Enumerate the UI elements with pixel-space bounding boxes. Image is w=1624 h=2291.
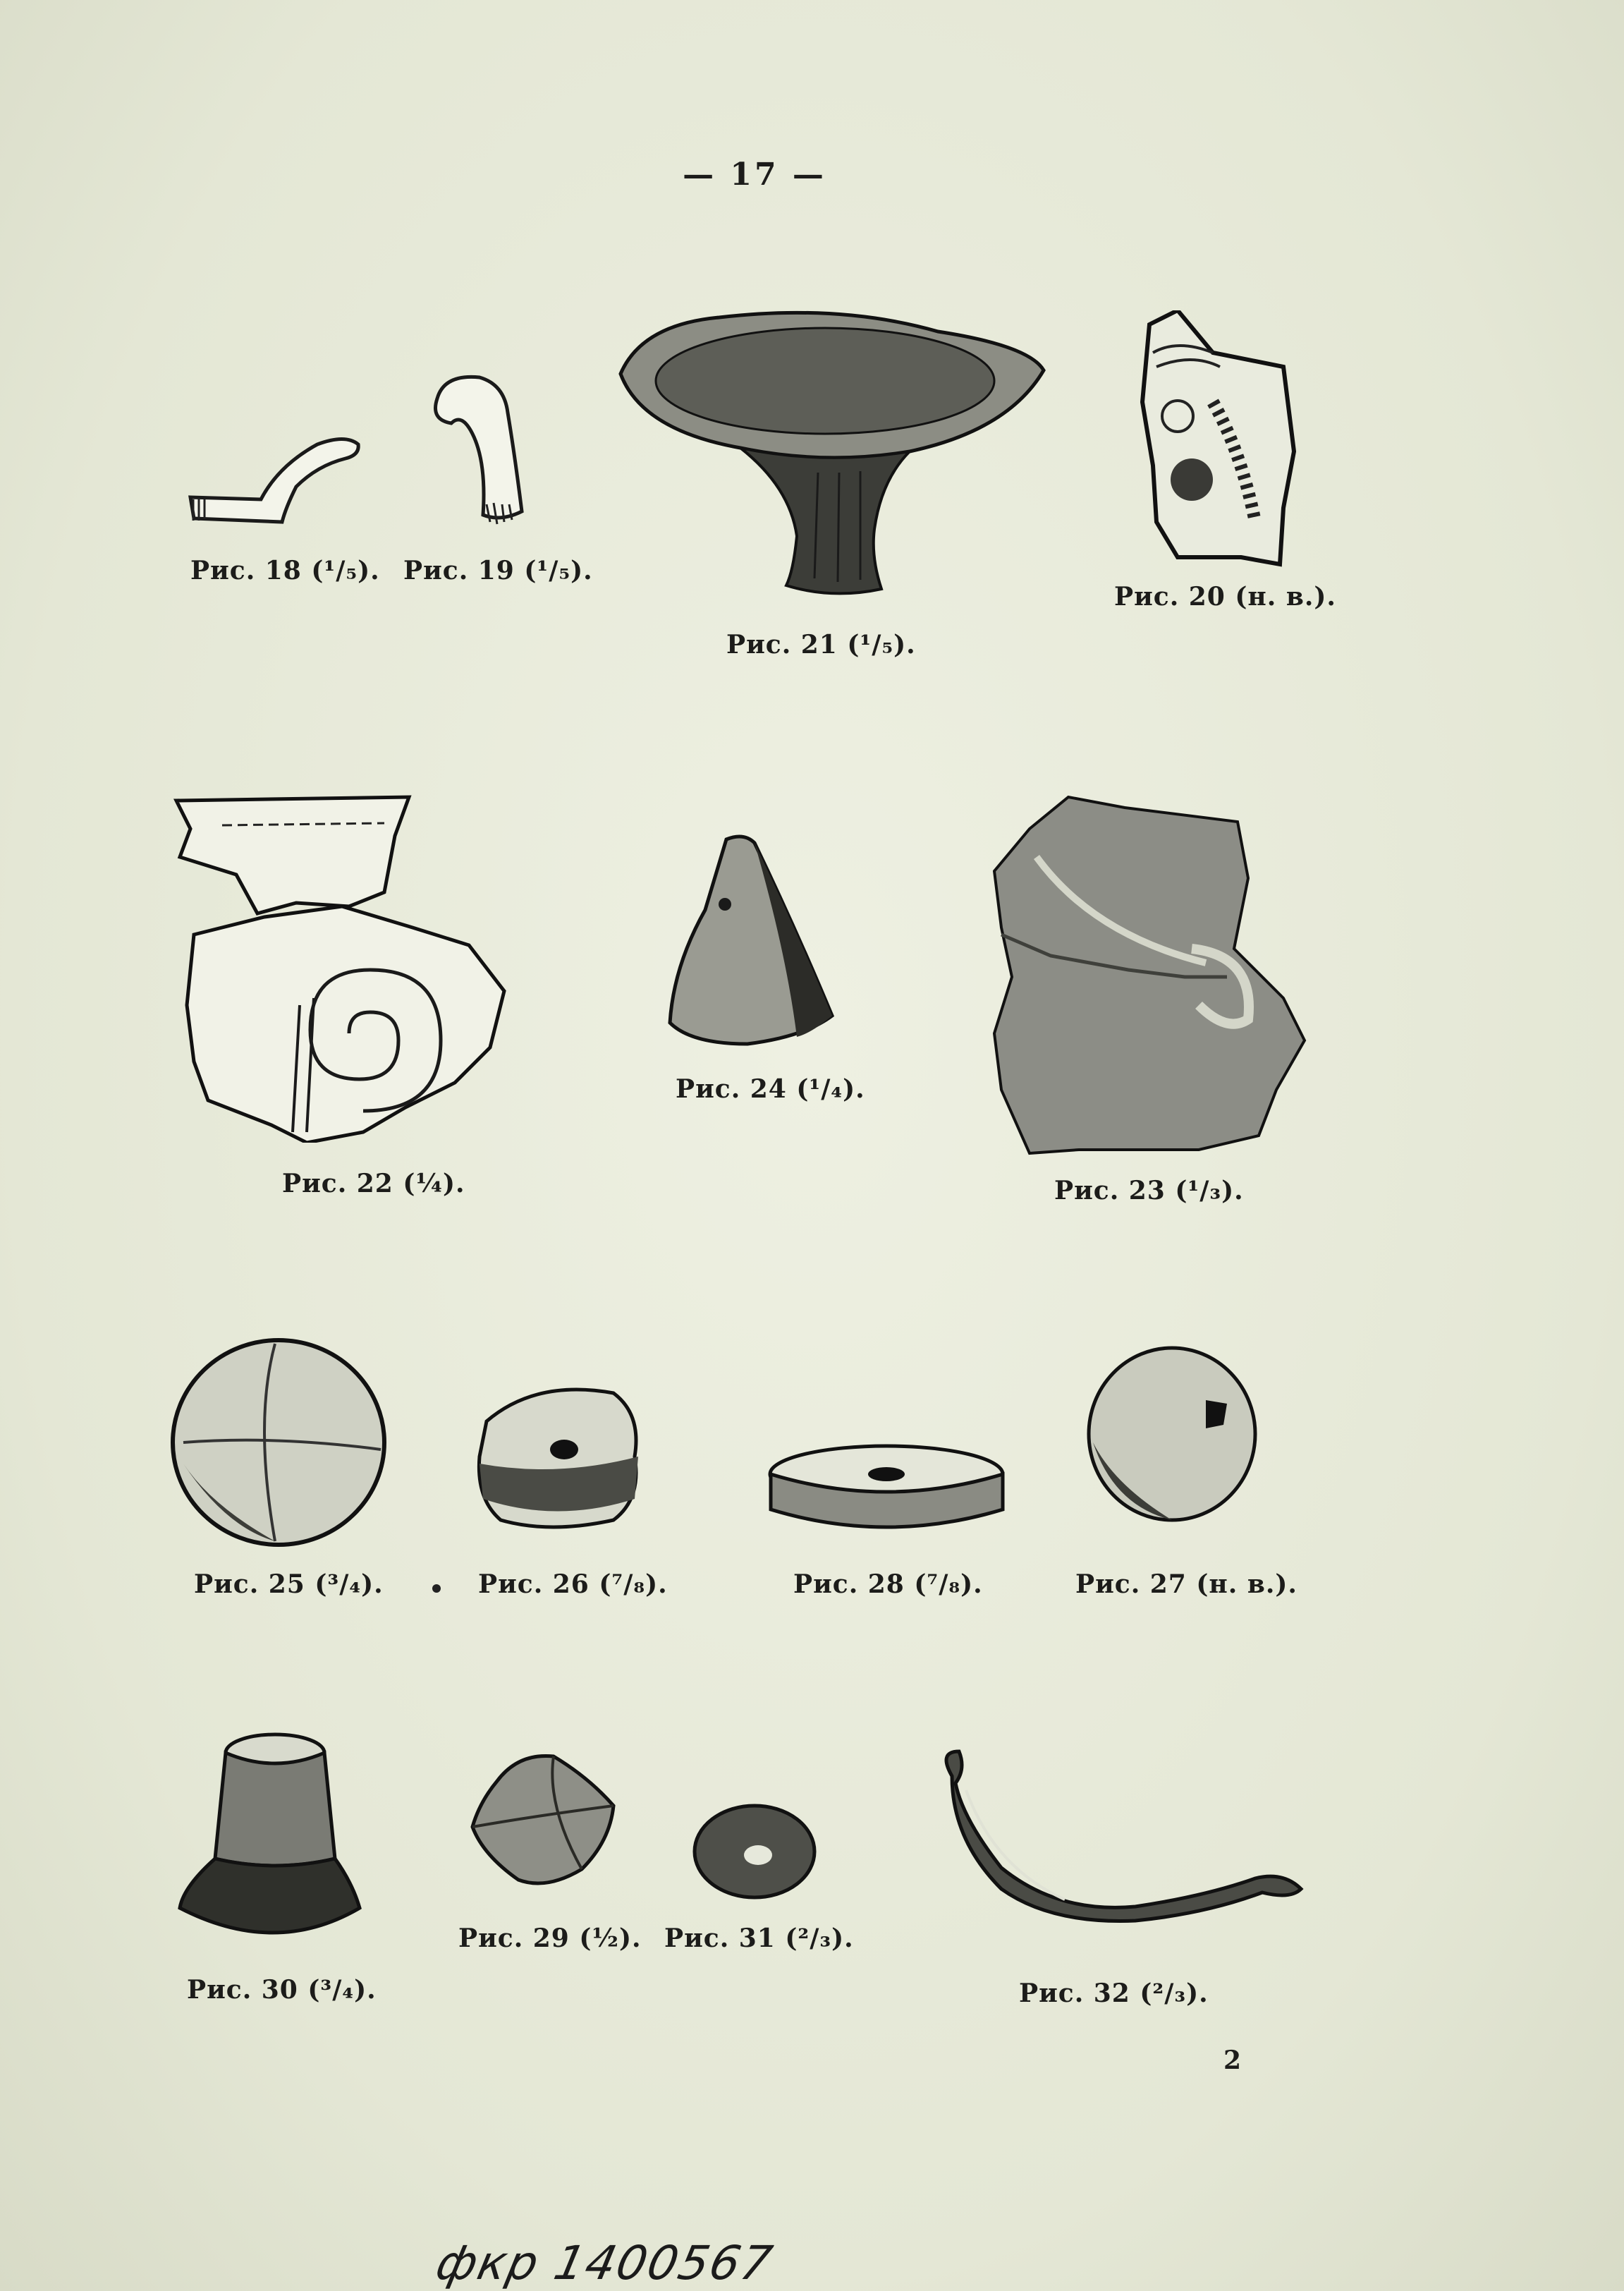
figure-30-image bbox=[176, 1732, 363, 1947]
figure-31-caption: Рис. 31 (²/₃). bbox=[664, 1924, 854, 1953]
figure-30-caption: Рис. 30 (³/₄). bbox=[187, 1975, 377, 2005]
figure-28-caption: Рис. 28 (⁷/₈). bbox=[793, 1569, 983, 1599]
figure-18-caption: Рис. 18 (¹/₅). bbox=[190, 556, 380, 585]
figure-32-image bbox=[924, 1748, 1305, 1924]
figure-21-caption: Рис. 21 (¹/₅). bbox=[726, 630, 916, 660]
figure-24-image bbox=[663, 832, 836, 1051]
figure-29-image bbox=[469, 1749, 617, 1890]
figure-31-image bbox=[691, 1802, 818, 1901]
figure-27-image bbox=[1086, 1344, 1259, 1524]
figure-26-caption: Рис. 26 (⁷/₈). bbox=[478, 1569, 668, 1599]
handwritten-inventory-mark: фкр 1400567 bbox=[431, 2236, 779, 2290]
figure-22-caption: Рис. 22 (¼). bbox=[282, 1169, 465, 1198]
figure-26-image bbox=[472, 1379, 649, 1534]
ink-dot bbox=[432, 1584, 441, 1593]
figure-18-image bbox=[183, 416, 395, 536]
figure-23-image bbox=[987, 794, 1308, 1157]
figure-22-image bbox=[173, 794, 511, 1143]
figure-27-caption: Рис. 27 (н. в.). bbox=[1075, 1569, 1298, 1599]
figure-20-caption: Рис. 20 (н. в.). bbox=[1114, 582, 1336, 612]
figure-19-caption: Рис. 19 (¹/₅). bbox=[403, 556, 593, 585]
figure-20-image bbox=[1135, 310, 1305, 571]
figure-25-image bbox=[169, 1337, 391, 1548]
page-number: — 17 — bbox=[683, 157, 826, 193]
figure-21-image bbox=[613, 303, 1051, 600]
sheet-number: 2 bbox=[1223, 2046, 1242, 2075]
figure-32-caption: Рис. 32 (²/₃). bbox=[1019, 1979, 1209, 2008]
figure-23-caption: Рис. 23 (¹/₃). bbox=[1054, 1176, 1244, 1205]
figure-19-image bbox=[423, 370, 543, 533]
figure-25-caption: Рис. 25 (³/₄). bbox=[194, 1569, 384, 1599]
figure-24-caption: Рис. 24 (¹/₄). bbox=[676, 1074, 865, 1104]
figure-28-image bbox=[765, 1439, 1008, 1545]
figure-29-caption: Рис. 29 (½). bbox=[458, 1924, 642, 1953]
